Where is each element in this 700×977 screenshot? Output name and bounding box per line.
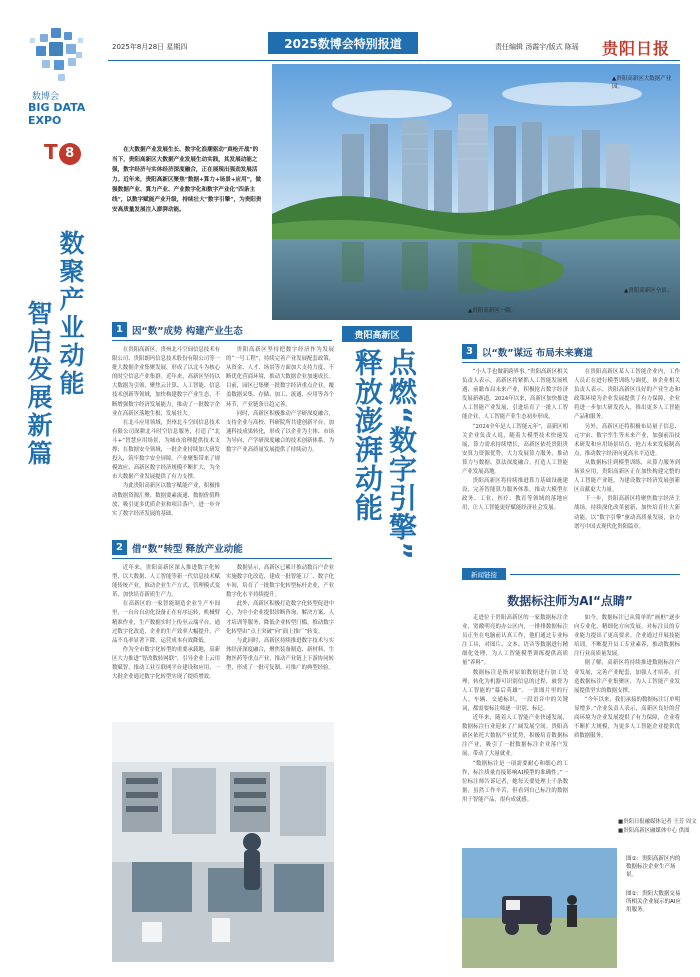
headline-line-1: 点燃“数字引擎” [385,348,418,561]
section-2-col-2 [226,564,334,673]
section-2-head [112,540,243,555]
sub-article-col-1 [462,614,568,805]
paragraph: 据了解，高新区将持续推进数据标注产业发展，完善产业配套，加强人才培养，打造数据标注产业集聚区，为人工智能产业发展提供坚实的数据支撑。 [574,660,680,694]
section-2-title: 借“数”转型 释放产业动能 [132,543,243,555]
paragraph: 在高新区的一家智能制造企业生产车间里，一台台自动化设备正在有序运转，机械臂精准作业，生产数据实时上传至云端平台。通过数字化改造，企业的生产效率大幅提升，产品不良率显著下降，运营成本有效降低。 [112,601,220,644]
section-1-title: 因“数”成势 构建产业生态 [132,325,243,337]
sub-article-col-2 [574,614,680,741]
paragraph: 近年来，贵阳高新区深入推进数字化转型，以大数据、人工智能等新一代信息技术赋能传统产业，推动企业生产方式、管理模式变革，加快培育新质生产力。 [112,565,220,599]
intro-paragraph: 在大数据产业发展生长、数字化浪潮驱动“真枪开战”的当下，贵阳高新区大数据产业发展生动实践，其发展动能之强，数字经济与实体经济深度融合，正在展现出强劲发展活力。近年来，贵阳高新区聚焦“数据+算力+场景+应用”，做强数据产业、算力产业、产业数字化和数字产业化“四条主线”，以数字赋能产业升级，持续壮大“数字引擎”，为贵阳贵安高质量发展注入澎湃动能。 [112,147,262,213]
headline-line-2: 释放澎湃动能 [351,348,384,522]
section-1-col-1 [112,346,220,519]
expo-name-cn: 数博会 [32,92,60,102]
paragraph: 同时，高新区积极推动产学研深度融合，支持企业与高校、科研院所共建创新平台，加速科技成果转化，形成了以企业为主体、市场为导向、产学研深度融合的技术创新体系，为数字产业高质量发展提供了持续动力。 [226,410,334,454]
newspaper-logo: 贵阳日报 [602,39,671,58]
paragraph: 贵阳高新区将持续推进算力基础设施建设，完善智能算力服务体系，推动大模型在政务、工业、医疗、教育等领域的落地应用，让人工智能更好赋能经济社会发展。 [462,478,568,512]
section-1-col-2 [226,346,334,455]
paragraph: 如今，数据标注已从简单的“画框”逐步向专业化、精细化方向发展，对标注员的专业能力提出了更高要求。企业通过开展技能培训，不断提升员工专业素养，推动数据标注行业高质量发展。 [574,615,680,658]
paragraph: “小人手也做新跨界事。”贵阳高新区相关负责人表示，高新区将紧抓人工智能发展机遇，前瞻布局未来产业，积极抢占数字经济发展新赛道。2024年以来，高新区加快推进人工智能产业发展，引进培育了一批人工智能企业，人工智能产业生态初步形成。 [462,369,568,421]
paragraph: 贵阳高新区坚持把数字经济作为发展的“一号工程”，持续完善产业发展配套政策，从资金、人才、场景等方面加大支持力度，不断优化营商环境，推动大数据企业加速成长。目前，园区已集聚一批数字经济重点企业，覆盖数据采集、存储、加工、流通、应用等各个环节，产业链条日趋完善。 [226,347,334,408]
paragraph: 近年来，随着人工智能产业快速发展，数据标注行业迎来了广阔发展空间。贵阳高新区依托大数据产业优势，积极培育数据标注产业，吸引了一批数据标注企业落户发展，带动了大量就业。 [462,715,568,758]
paragraph: 与此同时，高新区持续推进数字技术与实体经济深度融合，聚焦装备制造、新材料、生物医药等重点产业，推动产业链上下游协同转型，形成了一批可复制、可推广的典型经验。 [226,637,334,672]
sub-article-rule [510,574,680,575]
section-2-col-1 [112,564,220,682]
page-prefix: T [44,140,58,164]
expo-name-en-1: BIG DATA [28,101,86,114]
paragraph: “数据标注是一项需要耐心和细心的工作，标注质量直接影响AI模型的准确性。”一位标注师告诉记者，她每天要处理上千条数据，虽然工作辛苦，但看到自己标注的数据用于智能产品，很有成就感。 [462,760,568,803]
hero-photo [272,64,680,320]
section-2-number: 2 [112,540,127,555]
hero-caption-bottom-left: ▲贵阳高新区一隅。 [468,308,517,314]
page-digit: 8 [59,143,81,165]
paragraph: “今年以来，我们承接的数据标注订单明显增多。”企业负责人表示，高新区良好的营商环境为企业发展提供了有力保障，企业将不断扩大规模，为更多人工智能企业提供优质数据服务。 [574,696,680,740]
photo-2-caption: 图②：贵阳大数据交易所相关企业展示的AI应用服务。 [626,891,681,913]
headline-kicker: 贵阳高新区 [342,326,412,342]
paragraph: 数据显示，高新区已累计推动数百户企业实施数字化改造，建成一批智能工厂、数字化车间，培育了一批数字化转型标杆企业，产业数字化水平持续提升。 [226,565,334,599]
section-3-number: 3 [462,344,477,359]
section-3-col-1 [462,368,568,514]
paragraph: 作为全市数字化转型的重要承载地，高新区大力推进“智改数转网联”，引导企业上云用数赋智，推动工业互联网平台建设和应用，一大批企业通过数字化转型实现了提质增效。 [112,646,220,681]
section-3-head [462,344,593,359]
photo-1-caption: 图①：贵阳高新区内的数据标注企业生产场景。 [626,856,681,878]
paragraph: 数据标注是指对原始数据进行加工处理，转化为机器可识别信息的过程，被誉为人工智能的“幕后英雄”。一张图片里的行人、车辆、交通标识，一段语音中的关键词，都需要标注师逐一识别、标记。 [462,669,568,712]
section-2-rule [112,558,332,559]
main-headline [350,348,418,668]
paragraph: 下一步，贵阳高新区将聚焦数字经济主战场，持续深化改革创新，加快培育壮大新动能，以“数字引擎”驱动高质量发展，奋力谱写中国式现代化贵阳篇章。 [574,496,680,530]
paragraph: 在北斗应用领域，贵州北斗空间信息技术有限公司深耕北斗时空信息服务，打造了“北斗+”智慧应用场景，为城市治理提供技术支撑；在数据安全领域，一批企业持续加大研发投入，筑牢数字安全屏障。产业聚集带来了规模效应，高新区数字经济规模不断扩大，为全市大数据产业发展提供了有力支撑。 [112,419,220,481]
paragraph: 在贵阳高新区某人工智能企业内，工作人员正在进行模型训练与调优。该企业相关负责人表示，贵阳高新区良好的产业生态和政策环境为企业发展提供了有力保障，企业将进一步加大研发投入，推出更多人工智能产品和服务。 [574,369,680,421]
vertical-title-1: 数聚产业动能 [56,230,85,398]
section-1-head [112,322,243,337]
paragraph: 此外，高新区积极打造数字化转型促进中心，为中小企业提供诊断咨询、解决方案、人才培训等服务，降低企业转型门槛，推动数字化转型由“点上突破”向“面上推广”转变。 [226,601,334,635]
paragraph: 为此贵阳高新区以数字赋能产业，积极推动数据资源汇聚、数据要素流通、数据价值释放，吸引更多优质企业和项目落户，进一步夯实了数字经济发展的基础。 [112,483,220,517]
sub-article-kicker: 新闻链接 [462,568,506,580]
page-number [44,140,81,165]
section-3-title: 以“数”谋远 布局未来赛道 [482,347,593,359]
section-1-rule [112,340,332,341]
hero-caption-bottom-right: ▲贵阳高新区全景。 [624,288,673,294]
paragraph: “2024全年是人工智能元年”，高新区相关企业负责人说，随着大模型技术快速发展，算力需求持续增长，高新区依托贵阳贵安算力资源优势，大力发展算力服务，推动算力与数据、算法深度融合，打造人工智能产业发展高地。 [462,423,568,476]
paragraph: 走进位于贵阳高新区的一家数据标注企业，宽敞明亮的办公区内，一排排数据标注员正坐在电脑前认真工作，他们通过专业标注工具，对图片、文本、语音等数据进行精细化处理，为人工智能模型训练提供高质量“养料”。 [462,615,568,667]
paragraph: 从数据标注到模型训练，从算力服务到场景应用，贵阳高新区正在加快构建完整的人工智能产业链，为建设数字经济发展创新区贡献更大力量。 [574,459,680,494]
special-report-banner: 2025数博会特别报道 [268,32,418,54]
paragraph: 在贵阳高新区，贵州北斗空间信息技术有限公司、贵阳朗玛信息技术股份有限公司等一批大数据企业集聚发展，形成了以北斗为核心的时空信息产业集群。近年来，高新区坚持以大数据为引领，聚焦云计算、人工智能、信息技术创新等领域，加快构建数字产业生态，不断增强数字经济发展能力，推动了一批数字企业在高新区落地生根、发展壮大。 [112,347,220,417]
reporter-credit: ■贵阳日报融媒体记者 王芳 周文 ■贵阳高新区融媒体中心 供图 [618,819,697,834]
issue-date: 2025年8月28日 星期四 [112,43,188,51]
paragraph: 另外，高新区还将积极布局量子信息、元宇宙、数字孪生等未来产业，加强前沿技术研发和应用场景培育，抢占未来发展制高点，推动数字经济向更高水平迈进。 [574,423,680,457]
vertical-title-2: 智启发展新篇 [24,300,53,468]
header-rule [108,60,680,61]
sub-article-title: 数据标注师为AI“点睛” [507,594,633,608]
editor-credit: 责任编辑 汤霞宇/版式 陈瑶 [495,43,579,51]
hero-caption-top: ▲贵阳高新区大数据产业园。 [612,76,672,90]
section-3-rule [462,362,680,363]
bottom-photo-1 [462,848,617,968]
section-3-col-2 [574,368,680,532]
factory-photo [112,722,334,962]
section-1-number: 1 [112,322,127,337]
expo-name-en-2: EXPO [28,114,62,127]
